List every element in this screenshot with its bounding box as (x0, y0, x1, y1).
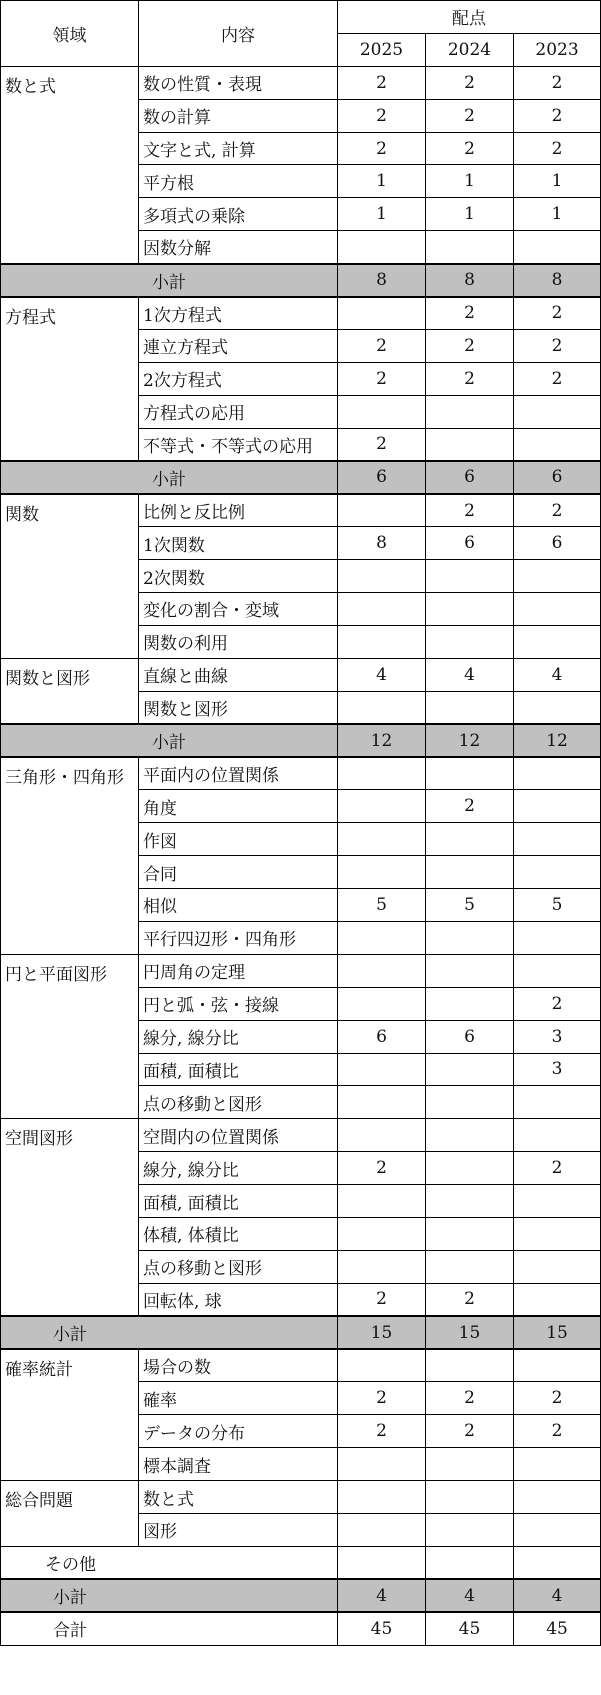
score-cell (514, 757, 601, 790)
score-cell (338, 297, 426, 330)
score-cell: 1 (426, 198, 514, 231)
score-cell (338, 231, 426, 264)
score-cell (514, 1119, 601, 1152)
score-cell: 5 (514, 889, 601, 922)
score-cell (426, 1481, 514, 1514)
score-cell (338, 856, 426, 889)
score-cell: 2 (514, 132, 601, 165)
score-cell: 4 (514, 658, 601, 691)
score-cell: 6 (514, 527, 601, 560)
subtotal-value: 4 (426, 1579, 514, 1612)
topic-cell: 因数分解 (139, 231, 338, 264)
subtotal-value: 6 (338, 461, 426, 494)
score-cell (514, 1217, 601, 1250)
score-cell: 3 (514, 1053, 601, 1086)
score-cell (514, 1481, 601, 1514)
subtotal-value: 6 (426, 461, 514, 494)
score-cell: 2 (426, 297, 514, 330)
table-body (1, 66, 601, 1645)
score-cell (338, 954, 426, 987)
score-cell (426, 1349, 514, 1382)
score-cell: 1 (426, 165, 514, 198)
score-cell (426, 560, 514, 593)
score-cell (338, 395, 426, 428)
topic-cell: 数の計算 (139, 99, 338, 132)
subtotal-value: 4 (514, 1579, 601, 1612)
score-cell (514, 1513, 601, 1546)
topic-cell: 2次関数 (139, 560, 338, 593)
score-cell: 2 (426, 362, 514, 395)
score-cell (338, 560, 426, 593)
other-label: その他 (1, 1546, 338, 1579)
topic-cell: データの分布 (139, 1415, 338, 1448)
score-cell (514, 625, 601, 658)
score-cell (426, 757, 514, 790)
score-cell: 4 (426, 658, 514, 691)
topic-cell: 連立方程式 (139, 329, 338, 362)
score-cell (338, 1448, 426, 1481)
score-cell: 5 (426, 889, 514, 922)
area-cell: 総合問題 (1, 1481, 139, 1547)
score-cell: 2 (426, 1283, 514, 1316)
header-year: 2023 (514, 33, 601, 66)
score-cell: 4 (338, 658, 426, 691)
score-cell (514, 1283, 601, 1316)
score-cell: 2 (338, 1382, 426, 1415)
score-cell: 1 (514, 165, 601, 198)
topic-cell: 直線と曲線 (139, 658, 338, 691)
topic-cell: 平面内の位置関係 (139, 757, 338, 790)
topic-cell: 数の性質・表現 (139, 66, 338, 99)
score-cell: 6 (426, 1020, 514, 1053)
topic-cell: 円と弧・弦・接線 (139, 987, 338, 1020)
total-label: 合計 (1, 1612, 338, 1645)
score-cell: 2 (426, 99, 514, 132)
topic-cell: 作図 (139, 823, 338, 856)
score-cell (338, 757, 426, 790)
score-cell: 2 (338, 362, 426, 395)
score-cell: 1 (338, 165, 426, 198)
table-row (1, 954, 601, 987)
table-row (1, 494, 601, 527)
score-cell (514, 593, 601, 626)
score-cell (338, 1546, 426, 1579)
score-cell: 2 (338, 99, 426, 132)
score-cell (426, 1448, 514, 1481)
subtotal-value: 12 (338, 724, 426, 757)
subtotal-value: 8 (514, 264, 601, 297)
other-row (1, 1546, 601, 1579)
score-cell: 2 (338, 1152, 426, 1185)
subtotal-row (1, 724, 601, 757)
topic-cell: 関数と図形 (139, 691, 338, 724)
subtotal-row (1, 264, 601, 297)
score-cell: 8 (338, 527, 426, 560)
topic-cell: 2次方程式 (139, 362, 338, 395)
score-cell (338, 1053, 426, 1086)
score-cell (338, 790, 426, 823)
score-cell: 2 (338, 1415, 426, 1448)
total-value: 45 (338, 1612, 426, 1645)
score-cell (338, 1086, 426, 1119)
score-cell: 2 (426, 1382, 514, 1415)
score-cell (426, 625, 514, 658)
score-cell (426, 856, 514, 889)
topic-cell: 1次方程式 (139, 297, 338, 330)
subtotal-value: 15 (514, 1316, 601, 1349)
score-cell (514, 428, 601, 461)
subtotal-value: 15 (426, 1316, 514, 1349)
score-cell (426, 1513, 514, 1546)
topic-cell: 1次関数 (139, 527, 338, 560)
score-cell: 2 (426, 494, 514, 527)
score-cell (514, 1250, 601, 1283)
score-cell (338, 987, 426, 1020)
score-cell (514, 954, 601, 987)
topic-cell: 相似 (139, 889, 338, 922)
score-cell (426, 1250, 514, 1283)
subtotal-row (1, 461, 601, 494)
score-cell: 2 (426, 329, 514, 362)
score-cell: 2 (426, 132, 514, 165)
subtotal-row (1, 1579, 601, 1612)
subtotal-label: 小計 (1, 461, 338, 494)
table-row (1, 658, 601, 691)
subtotal-label: 小計 (1, 264, 338, 297)
score-cell (426, 231, 514, 264)
score-cell (426, 428, 514, 461)
score-cell (426, 921, 514, 954)
score-cell: 2 (514, 987, 601, 1020)
table-row (1, 757, 601, 790)
topic-cell: 標本調査 (139, 1448, 338, 1481)
score-cell (426, 395, 514, 428)
topic-cell: 図形 (139, 1513, 338, 1546)
score-cell (338, 1250, 426, 1283)
score-cell (514, 395, 601, 428)
score-cell (426, 1053, 514, 1086)
score-cell: 2 (514, 329, 601, 362)
total-row (1, 1612, 601, 1645)
score-cell (514, 921, 601, 954)
score-cell: 2 (338, 66, 426, 99)
score-cell (338, 625, 426, 658)
score-cell: 2 (514, 66, 601, 99)
topic-cell: 合同 (139, 856, 338, 889)
score-cell (338, 1217, 426, 1250)
score-cell (338, 1185, 426, 1218)
score-cell (514, 1448, 601, 1481)
table-row (1, 1349, 601, 1382)
score-cell: 2 (338, 329, 426, 362)
area-cell: 確率統計 (1, 1349, 139, 1481)
header-score: 配点 (338, 1, 601, 34)
score-cell: 2 (338, 1283, 426, 1316)
score-cell (514, 691, 601, 724)
score-cell (426, 1119, 514, 1152)
score-cell (338, 593, 426, 626)
score-cell (514, 1185, 601, 1218)
score-cell: 2 (426, 1415, 514, 1448)
subtotal-value: 15 (338, 1316, 426, 1349)
subtotal-value: 12 (426, 724, 514, 757)
topic-cell: 不等式・不等式の応用 (139, 428, 338, 461)
area-cell: 円と平面図形 (1, 954, 139, 1118)
subtotal-label: 小計 (1, 1316, 338, 1349)
score-cell (426, 823, 514, 856)
score-cell: 2 (514, 99, 601, 132)
score-cell (514, 856, 601, 889)
score-cell: 1 (514, 198, 601, 231)
score-cell (426, 954, 514, 987)
score-cell: 1 (338, 198, 426, 231)
subtotal-value: 8 (426, 264, 514, 297)
subtotal-label: 小計 (1, 1579, 338, 1612)
topic-cell: 比例と反比例 (139, 494, 338, 527)
topic-cell: 関数の利用 (139, 625, 338, 658)
score-cell: 2 (514, 1415, 601, 1448)
subtotal-value: 6 (514, 461, 601, 494)
subtotal-value: 4 (338, 1579, 426, 1612)
score-cell (514, 231, 601, 264)
subtotal-label: 小計 (1, 724, 338, 757)
score-cell: 2 (338, 428, 426, 461)
score-cell (338, 921, 426, 954)
topic-cell: 線分, 線分比 (139, 1020, 338, 1053)
area-cell: 関数 (1, 494, 139, 658)
topic-cell: 角度 (139, 790, 338, 823)
table-row (1, 66, 601, 99)
score-cell (338, 1481, 426, 1514)
score-cell (514, 1546, 601, 1579)
topic-cell: 回転体, 球 (139, 1283, 338, 1316)
header-year: 2025 (338, 33, 426, 66)
score-cell: 6 (338, 1020, 426, 1053)
area-cell: 空間図形 (1, 1119, 139, 1316)
score-cell (514, 560, 601, 593)
score-cell: 2 (514, 297, 601, 330)
score-cell (338, 1513, 426, 1546)
header-row (1, 1, 601, 34)
score-cell (338, 823, 426, 856)
score-cell: 2 (338, 132, 426, 165)
table-row (1, 297, 601, 330)
score-cell (338, 691, 426, 724)
score-cell (426, 593, 514, 626)
score-cell (426, 1152, 514, 1185)
score-cell (338, 1119, 426, 1152)
score-cell (426, 1217, 514, 1250)
score-cell (514, 1086, 601, 1119)
topic-cell: 空間内の位置関係 (139, 1119, 338, 1152)
score-cell (514, 790, 601, 823)
score-cell: 2 (426, 790, 514, 823)
topic-cell: 平行四辺形・四角形 (139, 921, 338, 954)
score-cell (338, 494, 426, 527)
score-cell (426, 987, 514, 1020)
topic-cell: 数と式 (139, 1481, 338, 1514)
score-cell (514, 1349, 601, 1382)
subtotal-row (1, 1316, 601, 1349)
topic-cell: 円周角の定理 (139, 954, 338, 987)
area-cell: 方程式 (1, 297, 139, 461)
topic-cell: 点の移動と図形 (139, 1086, 338, 1119)
header-year: 2024 (426, 33, 514, 66)
header-content: 内容 (139, 1, 338, 67)
score-cell: 2 (514, 1382, 601, 1415)
subtotal-value: 12 (514, 724, 601, 757)
area-cell: 関数と図形 (1, 658, 139, 724)
score-cell (426, 1086, 514, 1119)
score-cell (426, 1185, 514, 1218)
score-cell (338, 1349, 426, 1382)
topic-cell: 線分, 線分比 (139, 1152, 338, 1185)
score-cell: 3 (514, 1020, 601, 1053)
topic-cell: 変化の割合・変域 (139, 593, 338, 626)
total-value: 45 (426, 1612, 514, 1645)
score-cell: 2 (514, 494, 601, 527)
subtotal-value: 8 (338, 264, 426, 297)
topic-cell: 平方根 (139, 165, 338, 198)
topic-cell: 場合の数 (139, 1349, 338, 1382)
score-cell (426, 691, 514, 724)
topic-cell: 面積, 面積比 (139, 1185, 338, 1218)
topic-cell: 点の移動と図形 (139, 1250, 338, 1283)
score-cell: 2 (514, 362, 601, 395)
topic-cell: 方程式の応用 (139, 395, 338, 428)
topic-cell: 多項式の乗除 (139, 198, 338, 231)
score-cell: 2 (514, 1152, 601, 1185)
topic-cell: 面積, 面積比 (139, 1053, 338, 1086)
topic-cell: 確率 (139, 1382, 338, 1415)
score-cell (514, 823, 601, 856)
header-area: 領域 (1, 1, 139, 67)
table-row (1, 1481, 601, 1514)
score-cell: 2 (426, 66, 514, 99)
area-cell: 数と式 (1, 66, 139, 263)
total-value: 45 (514, 1612, 601, 1645)
score-cell: 5 (338, 889, 426, 922)
topic-cell: 文字と式, 計算 (139, 132, 338, 165)
score-cell (426, 1546, 514, 1579)
score-cell: 6 (426, 527, 514, 560)
area-cell: 三角形・四角形 (1, 757, 139, 954)
table-row (1, 1119, 601, 1152)
topic-cell: 体積, 体積比 (139, 1217, 338, 1250)
